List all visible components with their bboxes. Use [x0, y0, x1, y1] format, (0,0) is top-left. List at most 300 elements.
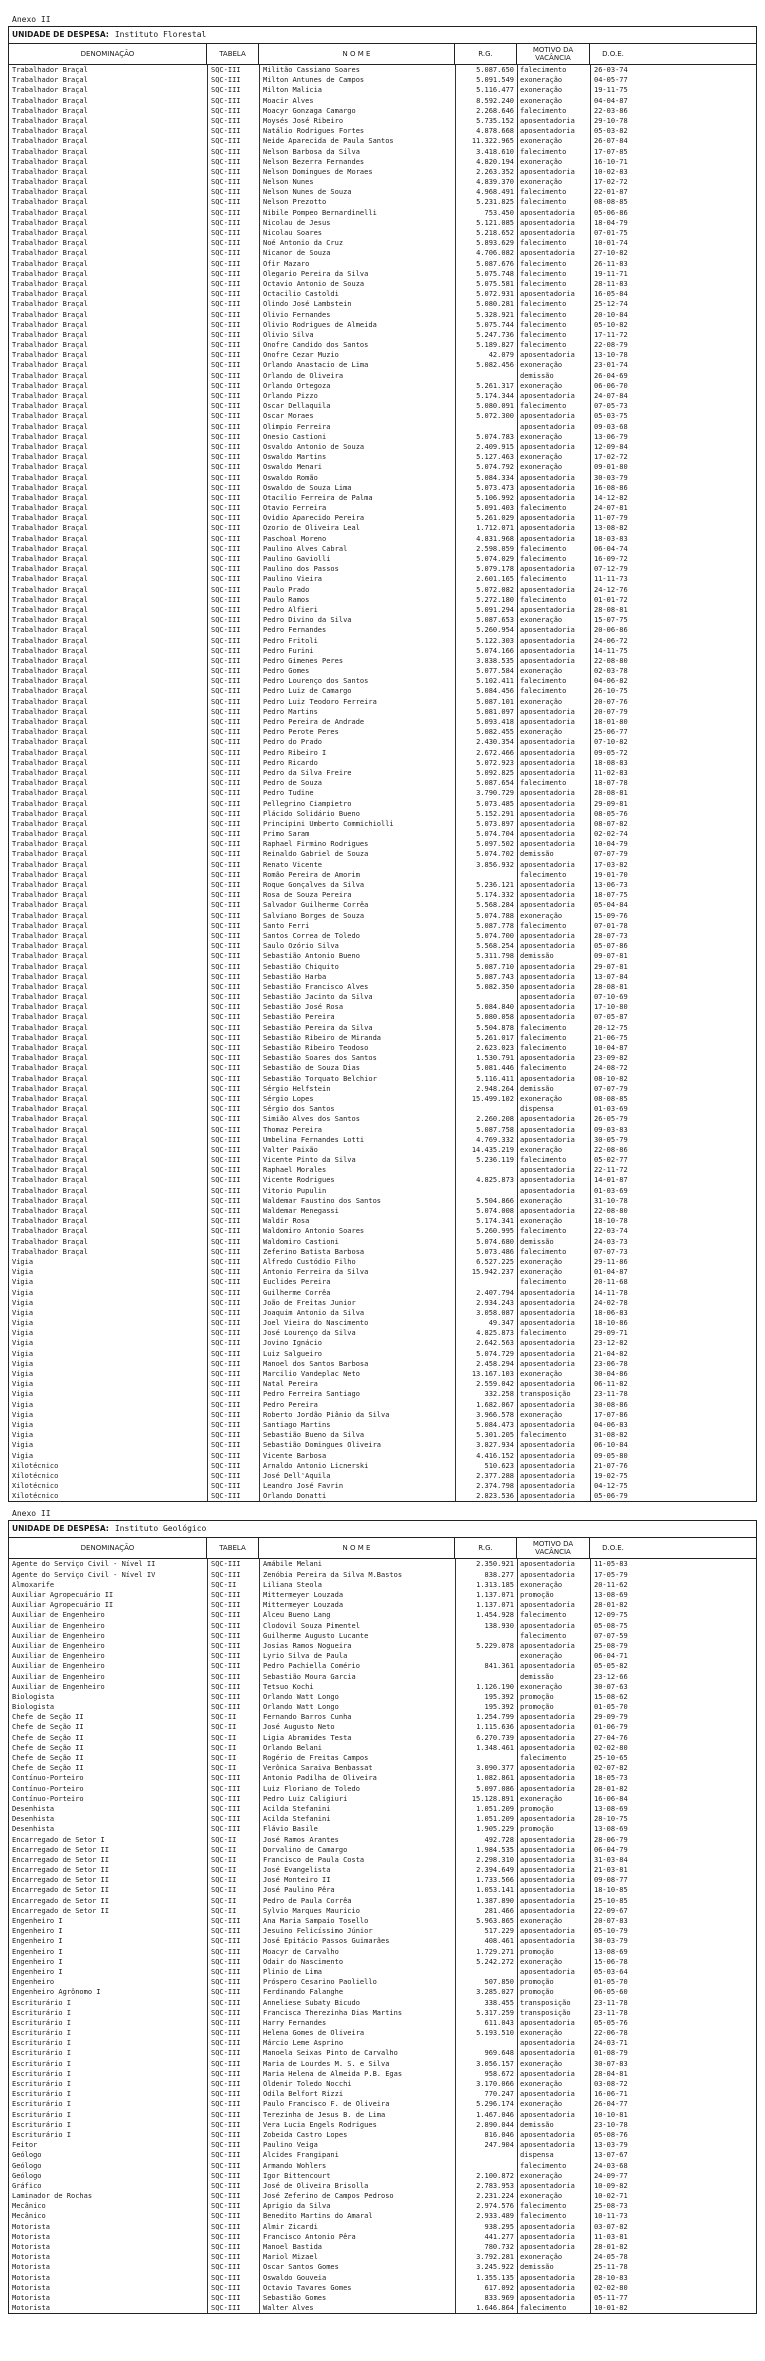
- cell-rg: 1.051.209: [455, 1804, 517, 1814]
- cell-doe: 13-08-69: [590, 1804, 636, 1814]
- table-row: [9, 1692, 756, 1702]
- cell-doe: 13-06-79: [590, 432, 636, 442]
- cell-denominacao: Trabalhador Braçal: [12, 819, 88, 828]
- cell-motivo: aposentadoria: [517, 2293, 590, 2303]
- cell-motivo: aposentadoria: [517, 1875, 590, 1885]
- cell-rg: [455, 1277, 517, 1287]
- cell-doe: 22-01-87: [590, 187, 636, 197]
- cell-denominacao: Trabalhador Braçal: [12, 178, 88, 187]
- cell-denominacao: Vigia: [12, 1339, 34, 1348]
- cell-doe: 25-06-77: [590, 727, 636, 737]
- cell-denominacao: Trabalhador Braçal: [12, 1023, 88, 1032]
- table-row: [9, 1967, 756, 1977]
- cell-tabela: SQC-II: [207, 1733, 259, 1743]
- cell-motivo: falecimento: [517, 1753, 590, 1763]
- cell-denominacao: Vigia: [12, 1349, 34, 1358]
- cell-tabela: SQC-III: [207, 411, 259, 421]
- cell-nome: Terezinha de Jesus B. de Lima: [259, 2110, 455, 2120]
- cell-motivo: promoção: [517, 1804, 590, 1814]
- cell-denominacao: Gráfico: [12, 2181, 42, 2190]
- cell-motivo: exoneração: [517, 2252, 590, 2262]
- cell-denominacao: Engenheiro I: [12, 1927, 63, 1936]
- cell-rg: 938.295: [455, 2222, 517, 2232]
- cell-nome: Milton Malicia: [259, 85, 455, 95]
- cell-denominacao: Motorista: [12, 2222, 50, 2231]
- cell-motivo: aposentadoria: [517, 564, 590, 574]
- cell-tabela: SQC-III: [207, 554, 259, 564]
- cell-tabela: SQC-III: [207, 1570, 259, 1580]
- cell-rg: 3.285.027: [455, 1987, 517, 1997]
- cell-motivo: falecimento: [517, 1023, 590, 1033]
- cell-motivo: exoneração: [517, 360, 590, 370]
- cell-doe: 03-08-72: [590, 2079, 636, 2089]
- cell-denominacao: Vigia: [12, 1431, 34, 1440]
- cell-nome: Nicolau de Jesus: [259, 218, 455, 228]
- cell-nome: Maria Helena de Almeida P.B. Egas: [259, 2069, 455, 2079]
- cell-doe: 23-12-66: [590, 1672, 636, 1682]
- cell-tabela: SQC-III: [207, 523, 259, 533]
- cell-rg: 5.092.825: [455, 768, 517, 778]
- cell-denominacao: Engenheiro Agrônomo I: [12, 1988, 101, 1997]
- section-instituto-geologico: [8, 1508, 757, 2314]
- cell-tabela: SQC-III: [207, 2252, 259, 2262]
- cell-rg: 5.087.710: [455, 962, 517, 972]
- cell-tabela: SQC-III: [207, 1461, 259, 1471]
- cell-rg: 5.311.798: [455, 951, 517, 961]
- cell-motivo: promoção: [517, 1590, 590, 1600]
- cell-doe: 25-10-85: [590, 1896, 636, 1906]
- cell-rg: [455, 2150, 517, 2160]
- table-row: [9, 1936, 756, 1946]
- cell-doe: 25-11-78: [590, 2262, 636, 2272]
- cell-motivo: aposentadoria: [517, 1318, 590, 1328]
- cell-nome: Paulo Ramos: [259, 595, 455, 605]
- cell-doe: 22-09-67: [590, 1906, 636, 1916]
- table-row: [9, 106, 756, 116]
- cell-motivo: falecimento: [517, 676, 590, 686]
- cell-denominacao: Trabalhador Braçal: [12, 514, 88, 523]
- cell-rg: 2.377.288: [455, 1471, 517, 1481]
- cell-denominacao: Trabalhador Braçal: [12, 1227, 88, 1236]
- cell-tabela: SQC-III: [207, 951, 259, 961]
- cell-nome: Oswaldo Menari: [259, 462, 455, 472]
- cell-nome: Primo Saram: [259, 829, 455, 839]
- cell-nome: Acilda Stefanini: [259, 1814, 455, 1824]
- cell-denominacao: Trabalhador Braçal: [12, 1105, 88, 1114]
- cell-doe: 26-04-77: [590, 2099, 636, 2109]
- cell-doe: 07-05-87: [590, 1012, 636, 1022]
- cell-nome: Arnaldo Antonio Licnerski: [259, 1461, 455, 1471]
- cell-nome: Pedro Fernandes: [259, 625, 455, 635]
- table-row: [9, 197, 756, 207]
- cell-nome: Paschoal Moreno: [259, 534, 455, 544]
- cell-rg: 5.074.704: [455, 829, 517, 839]
- cell-doe: 20-11-62: [590, 1580, 636, 1590]
- cell-rg: 2.948.264: [455, 1084, 517, 1094]
- cell-tabela: SQC-III: [207, 1661, 259, 1671]
- cell-nome: Sebastião Ribeiro Teodoso: [259, 1043, 455, 1053]
- cell-denominacao: Trabalhador Braçal: [12, 279, 88, 288]
- cell-nome: Almir Zicardi: [259, 2222, 455, 2232]
- cell-rg: 1.984.535: [455, 1845, 517, 1855]
- cell-tabela: SQC-III: [207, 1916, 259, 1926]
- cell-tabela: SQC-III: [207, 177, 259, 187]
- table-row: [9, 1043, 756, 1053]
- cell-nome: José Monteiro II: [259, 1875, 455, 1885]
- table-row: [9, 513, 756, 523]
- cell-nome: Thomaz Pereira: [259, 1125, 455, 1135]
- cell-doe: 10-04-87: [590, 1043, 636, 1053]
- cell-doe: 10-09-82: [590, 2181, 636, 2191]
- cell-nome: Sebastião Pereira da Silva: [259, 1023, 455, 1033]
- cell-doe: 05-06-86: [590, 208, 636, 218]
- cell-motivo: exoneração: [517, 1682, 590, 1692]
- cell-tabela: SQC-III: [207, 839, 259, 849]
- cell-motivo: aposentadoria: [517, 493, 590, 503]
- cell-doe: 06-04-74: [590, 544, 636, 554]
- cell-doe: 29-07-81: [590, 962, 636, 972]
- cell-rg: 2.407.794: [455, 1288, 517, 1298]
- cell-motivo: falecimento: [517, 595, 590, 605]
- cell-denominacao: Trabalhador Braçal: [12, 1145, 88, 1154]
- cell-denominacao: Trabalhador Braçal: [12, 1064, 88, 1073]
- unidade-header: [9, 1521, 756, 1538]
- cell-nome: Noé Antonio da Cruz: [259, 238, 455, 248]
- cell-nome: Mariol Mizael: [259, 2252, 455, 2262]
- table-row: [9, 941, 756, 951]
- table-row: [9, 809, 756, 819]
- cell-denominacao: Vigia: [12, 1278, 34, 1287]
- cell-rg: 5.080.058: [455, 1012, 517, 1022]
- table-row: [9, 1641, 756, 1651]
- cell-nome: Luiz Floriano de Toledo: [259, 1784, 455, 1794]
- cell-rg: 5.091.294: [455, 605, 517, 615]
- cell-nome: Sérgio Helfstein: [259, 1084, 455, 1094]
- table-row: [9, 1481, 756, 1491]
- table-frame: [8, 26, 757, 1502]
- cell-tabela: SQC-III: [207, 136, 259, 146]
- cell-motivo: exoneração: [517, 1651, 590, 1661]
- cell-tabela: SQC-II: [207, 1875, 259, 1885]
- table-row: [9, 1610, 756, 1620]
- table-row: [9, 615, 756, 625]
- cell-motivo: falecimento: [517, 187, 590, 197]
- cell-doe: 07-07-79: [590, 849, 636, 859]
- cell-doe: 18-07-75: [590, 890, 636, 900]
- cell-tabela: SQC-II: [207, 1865, 259, 1875]
- table-row: [9, 1461, 756, 1471]
- cell-rg: 5.097.086: [455, 1784, 517, 1794]
- cell-rg: [455, 1753, 517, 1763]
- cell-motivo: aposentadoria: [517, 1896, 590, 1906]
- cell-motivo: promoção: [517, 1947, 590, 1957]
- cell-doe: 05-10-82: [590, 320, 636, 330]
- cell-motivo: aposentadoria: [517, 1308, 590, 1318]
- cell-nome: Igor Bittencourt: [259, 2171, 455, 2181]
- cell-tabela: SQC-II: [207, 1580, 259, 1590]
- cell-denominacao: Geólogo: [12, 2151, 42, 2160]
- cell-rg: 6.527.225: [455, 1257, 517, 1267]
- cell-tabela: SQC-III: [207, 1824, 259, 1834]
- table-row: [9, 595, 756, 605]
- cell-doe: 18-10-86: [590, 1318, 636, 1328]
- cell-nome: João de Freitas Junior: [259, 1298, 455, 1308]
- cell-doe: 24-03-73: [590, 1237, 636, 1247]
- cell-motivo: falecimento: [517, 1226, 590, 1236]
- cell-rg: 611.043: [455, 2018, 517, 2028]
- cell-motivo: exoneração: [517, 2099, 590, 2109]
- cell-motivo: aposentadoria: [517, 656, 590, 666]
- cell-rg: [455, 2161, 517, 2171]
- cell-motivo: falecimento: [517, 1610, 590, 1620]
- cell-motivo: aposentadoria: [517, 737, 590, 747]
- cell-motivo: exoneração: [517, 177, 590, 187]
- cell-tabela: SQC-III: [207, 595, 259, 605]
- cell-doe: 08-05-76: [590, 809, 636, 819]
- cell-doe: 09-05-80: [590, 1451, 636, 1461]
- cell-doe: 18-06-83: [590, 1308, 636, 1318]
- cell-doe: 22-08-80: [590, 1206, 636, 1216]
- cell-rg: 6.270.739: [455, 1733, 517, 1743]
- cell-tabela: SQC-III: [207, 452, 259, 462]
- table-row: [9, 1712, 756, 1722]
- cell-rg: 5.296.174: [455, 2099, 517, 2109]
- cell-nome: Odila Belfort Rizzi: [259, 2089, 455, 2099]
- cell-tabela: SQC-III: [207, 778, 259, 788]
- cell-tabela: SQC-III: [207, 646, 259, 656]
- cell-tabela: SQC-III: [207, 819, 259, 829]
- cell-denominacao: Auxiliar de Engenheiro: [12, 1662, 105, 1671]
- table-row: [9, 116, 756, 126]
- cell-nome: Santiago Martins: [259, 1420, 455, 1430]
- cell-motivo: aposentadoria: [517, 839, 590, 849]
- cell-motivo: aposentadoria: [517, 483, 590, 493]
- cell-doe: 13-08-69: [590, 1947, 636, 1957]
- table-row: [9, 2161, 756, 2171]
- cell-motivo: exoneração: [517, 666, 590, 676]
- cell-motivo: aposentadoria: [517, 1814, 590, 1824]
- cell-denominacao: Encarregado de Setor II: [12, 1845, 109, 1854]
- cell-rg: 2.974.576: [455, 2201, 517, 2211]
- cell-rg: 510.623: [455, 1461, 517, 1471]
- cell-rg: 833.969: [455, 2293, 517, 2303]
- table-row: [9, 1682, 756, 1692]
- cell-tabela: SQC-III: [207, 890, 259, 900]
- cell-doe: 28-01-82: [590, 1784, 636, 1794]
- cell-tabela: SQC-III: [207, 279, 259, 289]
- cell-nome: Vicente Barbosa: [259, 1451, 455, 1461]
- cell-tabela: SQC-III: [207, 2222, 259, 2232]
- cell-rg: 2.623.023: [455, 1043, 517, 1053]
- cell-doe: 26-05-79: [590, 1114, 636, 1124]
- cell-tabela: SQC-III: [207, 636, 259, 646]
- table-row: [9, 2232, 756, 2242]
- cell-tabela: SQC-III: [207, 1610, 259, 1620]
- cell-rg: 1.729.271: [455, 1947, 517, 1957]
- cell-nome: Milton Antunes de Campos: [259, 75, 455, 85]
- cell-motivo: aposentadoria: [517, 1114, 590, 1124]
- cell-rg: 4.878.668: [455, 126, 517, 136]
- table-row: [9, 259, 756, 269]
- cell-denominacao: Vigia: [12, 1319, 34, 1328]
- cell-tabela: SQC-III: [207, 809, 259, 819]
- cell-tabela: SQC-III: [207, 1491, 259, 1501]
- cell-rg: 1.682.067: [455, 1400, 517, 1410]
- table-row: [9, 1855, 756, 1865]
- cell-tabela: SQC-III: [207, 147, 259, 157]
- cell-rg: 838.277: [455, 1570, 517, 1580]
- cell-rg: 5.074.008: [455, 1206, 517, 1216]
- cell-tabela: SQC-III: [207, 585, 259, 595]
- cell-tabela: SQC-III: [207, 1451, 259, 1461]
- cell-tabela: SQC-III: [207, 1165, 259, 1175]
- cell-motivo: falecimento: [517, 921, 590, 931]
- cell-nome: José Evangelista: [259, 1865, 455, 1875]
- cell-motivo: aposentadoria: [517, 391, 590, 401]
- cell-denominacao: Trabalhador Braçal: [12, 1166, 88, 1175]
- cell-doe: 30-04-86: [590, 1369, 636, 1379]
- cell-rg: 2.598.059: [455, 544, 517, 554]
- cell-denominacao: Engenheiro: [12, 1978, 55, 1987]
- cell-motivo: aposentadoria: [517, 962, 590, 972]
- cell-motivo: falecimento: [517, 259, 590, 269]
- cell-nome: Olivio Rodrigues de Almeida: [259, 320, 455, 330]
- cell-motivo: aposentadoria: [517, 1926, 590, 1936]
- col-tabela: TABELA: [207, 44, 259, 64]
- cell-doe: 29-09-81: [590, 799, 636, 809]
- cell-doe: 17-03-82: [590, 860, 636, 870]
- table-row: [9, 330, 756, 340]
- cell-denominacao: Xilotécnico: [12, 1482, 59, 1491]
- cell-tabela: SQC-III: [207, 1947, 259, 1957]
- cell-doe: 19-01-70: [590, 870, 636, 880]
- cell-nome: Waldomiro Castioni: [259, 1237, 455, 1247]
- table-row: [9, 2303, 756, 2313]
- cell-nome: Oswaldo de Souza Lima: [259, 483, 455, 493]
- cell-doe: 07-01-78: [590, 921, 636, 931]
- cell-rg: 5.074.788: [455, 911, 517, 921]
- cell-motivo: falecimento: [517, 1247, 590, 1257]
- cell-doe: 16-08-86: [590, 483, 636, 493]
- cell-nome: Rosa de Souza Pereira: [259, 890, 455, 900]
- cell-nome: Sebastião Jacinto da Silva: [259, 992, 455, 1002]
- cell-rg: 1.053.141: [455, 1885, 517, 1895]
- cell-nome: Amábile Melani: [259, 1559, 455, 1569]
- unidade-name: Instituto Geológico: [114, 1524, 207, 1534]
- cell-nome: Helena Gomes de Oliveira: [259, 2028, 455, 2038]
- cell-rg: 5.174.344: [455, 391, 517, 401]
- cell-doe: 06-11-82: [590, 1379, 636, 1389]
- cell-tabela: SQC-III: [207, 1094, 259, 1104]
- cell-motivo: aposentadoria: [517, 1288, 590, 1298]
- cell-doe: 10-01-74: [590, 238, 636, 248]
- cell-doe: 25-10-65: [590, 1753, 636, 1763]
- cell-rg: 5.074.700: [455, 931, 517, 941]
- cell-doe: 18-10-85: [590, 1885, 636, 1895]
- cell-doe: 23-12-82: [590, 1338, 636, 1348]
- cell-tabela: SQC-III: [207, 625, 259, 635]
- cell-tabela: SQC-III: [207, 2211, 259, 2221]
- cell-nome: Romão Pereira de Amorim: [259, 870, 455, 880]
- cell-nome: Pedro Tudine: [259, 788, 455, 798]
- cell-tabela: SQC-III: [207, 2201, 259, 2211]
- cell-tabela: SQC-III: [207, 860, 259, 870]
- cell-rg: [455, 870, 517, 880]
- table-row: [9, 1155, 756, 1165]
- cell-nome: Benedito Martins do Amaral: [259, 2211, 455, 2221]
- cell-rg: 2.890.044: [455, 2120, 517, 2130]
- cell-nome: Mittermeyer Louzada: [259, 1600, 455, 1610]
- cell-nome: Guilherme Augusto Lucante: [259, 1631, 455, 1641]
- cell-rg: 5.260.995: [455, 1226, 517, 1236]
- cell-denominacao: Laminador de Rochas: [12, 2192, 93, 2201]
- cell-nome: Antonio Padilha de Oliveira: [259, 1773, 455, 1783]
- cell-denominacao: Trabalhador Braçal: [12, 707, 88, 716]
- table-row: [9, 1773, 756, 1783]
- cell-nome: Sebastião Harba: [259, 972, 455, 982]
- cell-doe: 24-03-68: [590, 2161, 636, 2171]
- cell-rg: 2.458.294: [455, 1359, 517, 1369]
- cell-denominacao: Trabalhador Braçal: [12, 504, 88, 513]
- table-row: [9, 1784, 756, 1794]
- cell-nome: Paulino Veiga: [259, 2140, 455, 2150]
- cell-tabela: SQC-III: [207, 697, 259, 707]
- cell-tabela: SQC-III: [207, 2079, 259, 2089]
- cell-doe: 15-07-75: [590, 615, 636, 625]
- cell-rg: 281.466: [455, 1906, 517, 1916]
- cell-rg: 5.072.931: [455, 289, 517, 299]
- cell-tabela: SQC-III: [207, 1590, 259, 1600]
- cell-motivo: exoneração: [517, 2028, 590, 2038]
- cell-doe: 10-04-79: [590, 839, 636, 849]
- cell-denominacao: Trabalhador Braçal: [12, 1094, 88, 1103]
- cell-tabela: SQC-III: [207, 1804, 259, 1814]
- cell-denominacao: Trabalhador Braçal: [12, 1247, 88, 1256]
- cell-tabela: SQC-III: [207, 544, 259, 554]
- cell-doe: 01-04-87: [590, 1267, 636, 1277]
- cell-nome: Paulino dos Passos: [259, 564, 455, 574]
- cell-doe: 18-08-83: [590, 758, 636, 768]
- cell-motivo: aposentadoria: [517, 982, 590, 992]
- cell-tabela: SQC-III: [207, 574, 259, 584]
- cell-doe: 11-02-83: [590, 768, 636, 778]
- cell-motivo: aposentadoria: [517, 1722, 590, 1732]
- cell-denominacao: Trabalhador Braçal: [12, 687, 88, 696]
- col-denominacao: DENOMINAÇÃO: [9, 44, 207, 64]
- col-rg: R.G.: [455, 1538, 517, 1558]
- cell-motivo: falecimento: [517, 1063, 590, 1073]
- cell-tabela: SQC-III: [207, 1359, 259, 1369]
- cell-nome: Leandro José Favrin: [259, 1481, 455, 1491]
- cell-motivo: falecimento: [517, 65, 590, 75]
- cell-nome: Vera Lucia Engels Rodrigues: [259, 2120, 455, 2130]
- cell-rg: 5.084.840: [455, 1002, 517, 1012]
- cell-denominacao: Trabalhador Braçal: [12, 310, 88, 319]
- cell-rg: 5.087.650: [455, 65, 517, 75]
- cell-nome: Moacir Alves: [259, 96, 455, 106]
- cell-motivo: aposentadoria: [517, 1773, 590, 1783]
- cell-nome: Simião Alves dos Santos: [259, 1114, 455, 1124]
- cell-tabela: SQC-III: [207, 350, 259, 360]
- cell-nome: Pedro de Paula Corrêa: [259, 1896, 455, 1906]
- cell-doe: 22-11-72: [590, 1165, 636, 1175]
- cell-rg: 841.361: [455, 1661, 517, 1671]
- cell-tabela: SQC-III: [207, 493, 259, 503]
- cell-motivo: falecimento: [517, 2161, 590, 2171]
- cell-motivo: aposentadoria: [517, 1481, 590, 1491]
- cell-doe: 16-10-71: [590, 157, 636, 167]
- cell-motivo: aposentadoria: [517, 2222, 590, 2232]
